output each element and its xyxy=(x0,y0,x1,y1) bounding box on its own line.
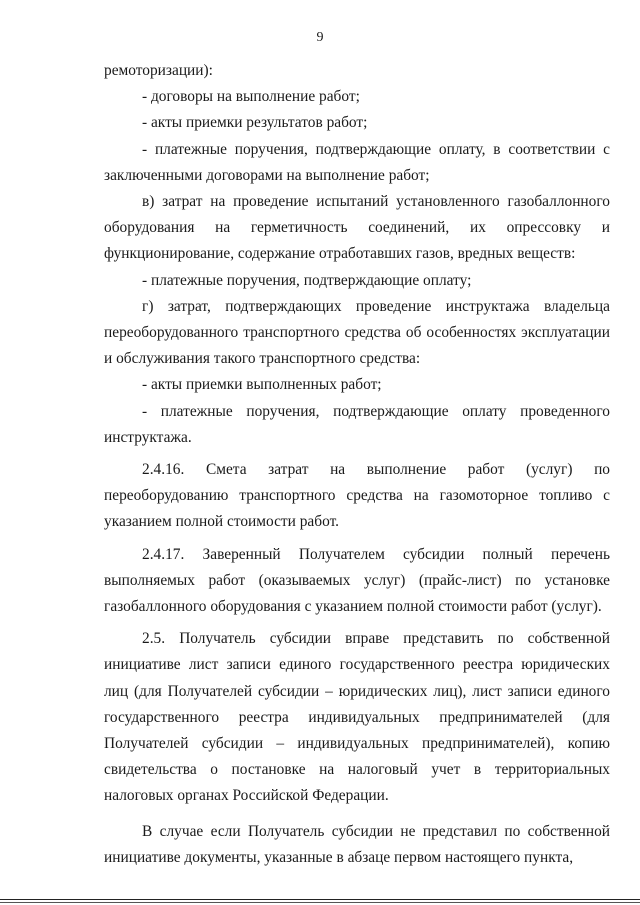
section-2-4-17: 2.4.17. Заверенный Получателем субсидии полный перечень выполняемых работ (оказываемых услуг) (прайс-лист) по установке газобаллонного оборудования с указанием полной стоимости работ (услуг). xyxy=(104,545,610,616)
list-item: - платежные поручения, подтверждающие оплату проведенного инструктажа. xyxy=(104,402,610,446)
paragraph: В случае если Получатель субсидии не представил по собственной инициативе документы, указанные в абзаце первом настоящего пункта, xyxy=(104,822,610,866)
scan-edge-line xyxy=(0,902,640,903)
list-item: - платежные поручения, подтверждающие оплату, в соответствии с заключенными договорами на выполнение работ; xyxy=(104,140,610,184)
section-2-4-16: 2.4.16. Смета затрат на выполнение работ (услуг) по переоборудованию транспортного средства на газомоторное топливо с указанием полной стоимости работ. xyxy=(104,461,610,531)
list-item: - договоры на выполнение работ; xyxy=(142,88,360,106)
paragraph: в) затрат на проведение испытаний установленного газобаллонного оборудования на герметичность соединений, их опрессовку и функционирование, содержание отработавших газов, вредных веществ: xyxy=(104,193,610,263)
list-item: - акты приемки выполненных работ; xyxy=(142,376,382,394)
list-item: - акты приемки результатов работ; xyxy=(142,114,368,132)
paragraph: г) затрат, подтверждающих проведение инструктажа владельца переоборудованного транспортного средства об особенностях эксплуатации и обслуживания такого транспортного средства: xyxy=(104,297,610,368)
scan-edge-line xyxy=(0,899,640,900)
paragraph: ремоторизации): xyxy=(104,62,213,79)
section-2-5: 2.5. Получатель субсидии вправе представить по собственной инициативе лист записи единого государственного реестра юридических лиц (для Получателей субсидии – юридических лиц), лист записи единого государственного реестра индивидуальных предпринимателей (для Получателей субсидии – индивидуальных предпринимателей), копию свидетельства о постановке на налоговый учет в территориальных налоговых органах Российской Федерации. xyxy=(104,630,610,805)
document-body xyxy=(104,58,610,871)
list-item: - платежные поручения, подтверждающие оплату; xyxy=(142,271,472,289)
page-number: 9 xyxy=(316,30,324,45)
